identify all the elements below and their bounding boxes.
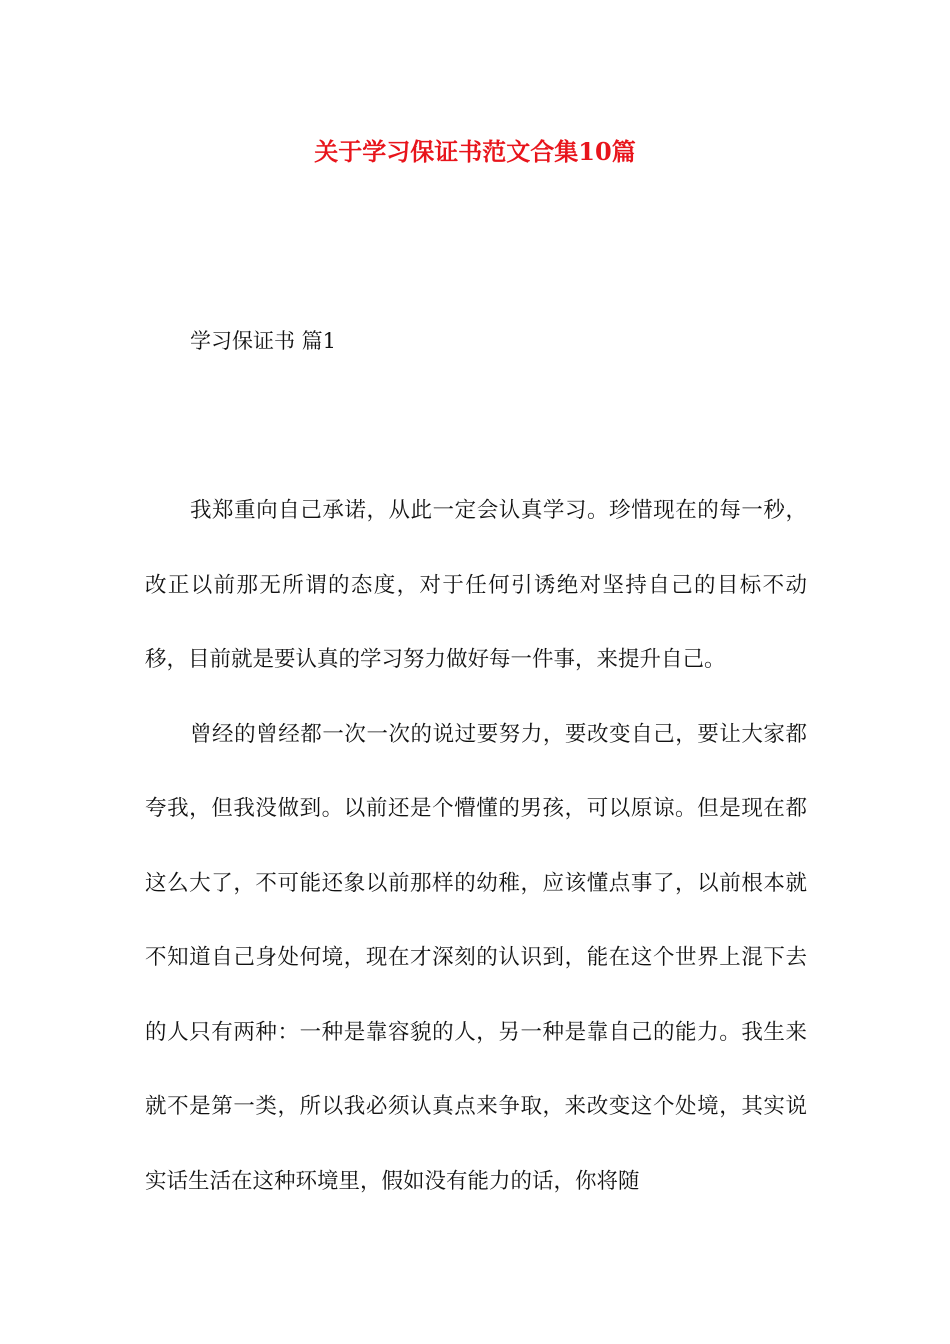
paragraph-1: 我郑重向自己承诺，从此一定会认真学习。珍惜现在的每一秒，改正以前那无所谓的态度，对于任何引诱绝对坚持自己的目标不动移，目前就是要认真的学习努力做好每一件事，来提升自己。 [145,498,807,672]
document-title: 关于学习保证书范文合集10篇 [314,137,636,166]
document-body [145,474,807,1219]
section-heading: 学习保证书 篇1 [190,329,337,353]
paragraph-2: 曾经的曾经都一次一次的说过要努力，要改变自己，要让大家都夸我，但我没做到。以前还是个懵懂的男孩，可以原谅。但是现在都这么大了，不可能还象以前那样的幼稚，应该懂点事了，以前根本就不知道自己身处何境，现在才深刻的认识到，能在这个世界上混下去的人只有两种：一种是靠容貌的人，另一种是靠自己的能力。我生来就不是第一类，所以我必须认真点来争取，来改变这个处境，其实说实话生活在这种环境里，假如没有能力的话，你将随 [145,721,807,1194]
